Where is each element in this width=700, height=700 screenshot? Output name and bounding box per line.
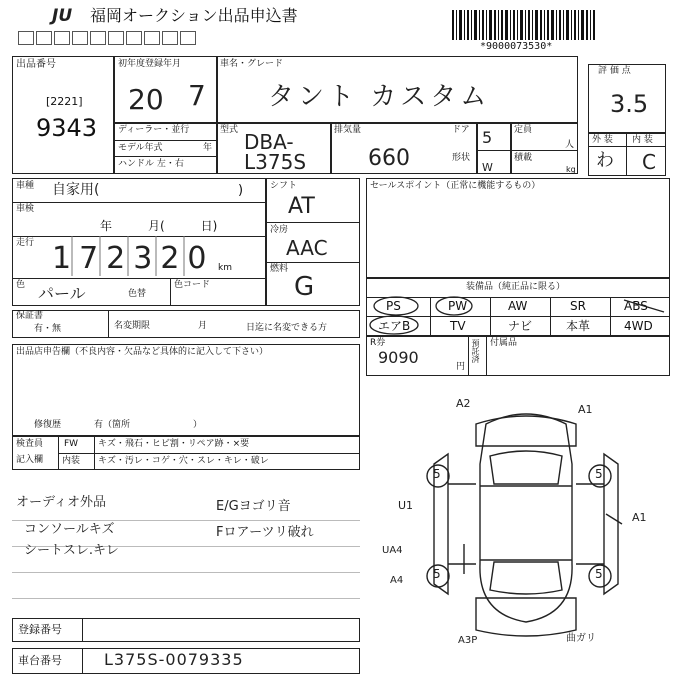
inspector-interior: 内装 [62,456,81,466]
mark-a1-front: A1 [578,403,593,416]
chassis-label: 車台番号 [18,654,62,667]
ju-logo: JU [52,6,73,26]
load-unit: kg [566,165,576,174]
note-2: コンソールキズ [24,522,115,537]
chassis-value: L375S-0079335 [104,650,244,669]
door-value: 5 [482,128,493,147]
cooling-value: AAC [286,236,328,260]
recycle-label: R券 [370,338,386,348]
period-label: 名変期限 [114,321,151,331]
equip-airbag: エアB [378,319,411,333]
color-label: 色 [16,280,26,290]
mark-bend: 曲ガリ [566,633,596,644]
reg-no-label: 登録番号 [18,623,62,636]
shaken-label: 車検 [16,204,35,214]
interior-label: 内 装 [632,135,653,145]
equip-4wd: 4WD [624,319,653,333]
inspector-label2: 記入欄 [16,455,44,465]
score-label: 評 価 点 [598,66,631,76]
equip-aw: AW [508,299,528,313]
car-diagram [376,384,676,654]
mileage-unit: km [218,263,232,273]
displacement-label: 排気量 [334,125,362,135]
capacity-label: 定員 [514,125,533,135]
use-label: 車種 [16,181,35,191]
mark-a3p: A3P [458,635,478,646]
displacement-value: 660 [368,146,410,171]
model-year-unit: 年 [203,143,213,153]
shift-label: シフト [270,181,298,191]
form-title: 福岡オークション出品申込書 [90,6,298,25]
use-close: ) [238,183,244,198]
accessory-label: 付属品 [490,338,518,348]
capacity-unit: 人 [565,140,575,150]
sales-point-label: セールスポイント（正常に機能するもの） [370,181,541,191]
lot-small: [2221] [46,95,83,108]
report-label: 出品店申告欄（不良内容・欠品など具体的に記入して下さい） [16,347,269,357]
reg-month: 7 [188,79,206,112]
sales-point-box [366,178,670,278]
equip-tv: TV [450,319,466,333]
accessory-label2: 預託済 [471,339,480,363]
shift-value: AT [288,194,315,219]
door-label: ドア [452,125,470,135]
exterior-label: 外 装 [592,135,613,145]
warranty-label: 保証書 [16,311,44,321]
header-checkboxes [18,30,198,49]
reg-no-box [12,618,360,642]
reg-year: 20 [128,83,164,116]
inspector-row1: キズ・飛石・ヒビ割・リペア跡・×要 [98,439,250,449]
equip-ps: PS [386,299,401,313]
mark-u1: U1 [398,499,414,512]
tire-mark-rr: 5 [595,567,603,581]
color-code-label: 色コード [174,280,211,290]
name-grade-label: 車名・グレード [220,59,284,69]
dealer-label: ディーラー・並行 [118,125,190,135]
note-right-1: E/Gヨゴリ音 [216,499,291,514]
tire-mark-fr: 5 [595,467,603,481]
barcode-text: *9000073530* [480,41,553,52]
exterior-value: わ [596,150,614,171]
recycle-unit: 円 [456,362,466,372]
shape-value: W [482,161,493,174]
equip-pw: PW [448,299,468,313]
period-month: 月 [198,321,208,331]
color-swap-label: 色替 [128,289,147,299]
lot-number: 9343 [36,114,98,142]
fuel-value: G [294,272,315,302]
cooling-label: 冷房 [270,225,289,235]
tire-mark-rl: 5 [433,567,441,581]
warranty-yes-no: 有・無 [34,324,62,334]
mark-a2: A2 [456,397,471,410]
deadline-text: 日迄に名変できる方 [246,323,328,333]
note-1: オーディオ外品 [16,495,106,510]
note-right-2: Fロアーツリ破れ [216,525,314,540]
note-3: シートスレ.キレ [24,543,119,558]
fuel-label: 燃料 [270,264,289,274]
inspector-fw: FW [64,439,79,449]
tire-mark-fl: 5 [433,467,441,481]
inspector-row2: キズ・汚レ・コゲ・穴・スレ・キレ・破レ [98,456,269,466]
model-year-label: モデル年式 [118,143,163,153]
shape-label: 形状 [452,153,471,163]
mileage-label: 走行 [16,238,35,248]
katashiki-label: 型式 [220,125,239,135]
name-grade-value: タント カスタム [268,82,491,112]
handle-label: ハンドル 左・右 [118,159,184,169]
equip-abs: ABS [624,299,648,313]
color-value: パール [38,284,86,303]
repair-label: 修復歴 [34,420,62,430]
first-reg-label: 初年度登録年月 [118,59,182,69]
lot-label: 出品番号 [16,59,56,70]
inspector-label1: 検査員 [16,439,44,449]
score-value: 3.5 [610,90,649,118]
recycle-value: 9090 [378,348,419,367]
repair-options: 有（箇所 ） [94,420,203,430]
equip-navi: ナビ [508,319,533,333]
interior-value: C [642,150,656,174]
mark-a1-side: A1 [632,511,647,524]
equip-leather: 本革 [566,319,591,333]
mark-a4: A4 [390,575,404,586]
equipment-circles [366,278,670,336]
load-label: 積載 [514,153,533,163]
use-value: 自家用( [52,182,100,198]
katashiki-value: DBA- L375S [244,130,307,174]
equip-sr: SR [570,299,586,313]
shaken-text: 年 月( 日) [100,219,218,233]
equipment-label: 装備品（純正品に限る） [466,282,566,292]
mileage-value: 172320 [52,241,215,276]
mark-ua4: UA4 [382,545,403,556]
barcode [452,10,602,42]
